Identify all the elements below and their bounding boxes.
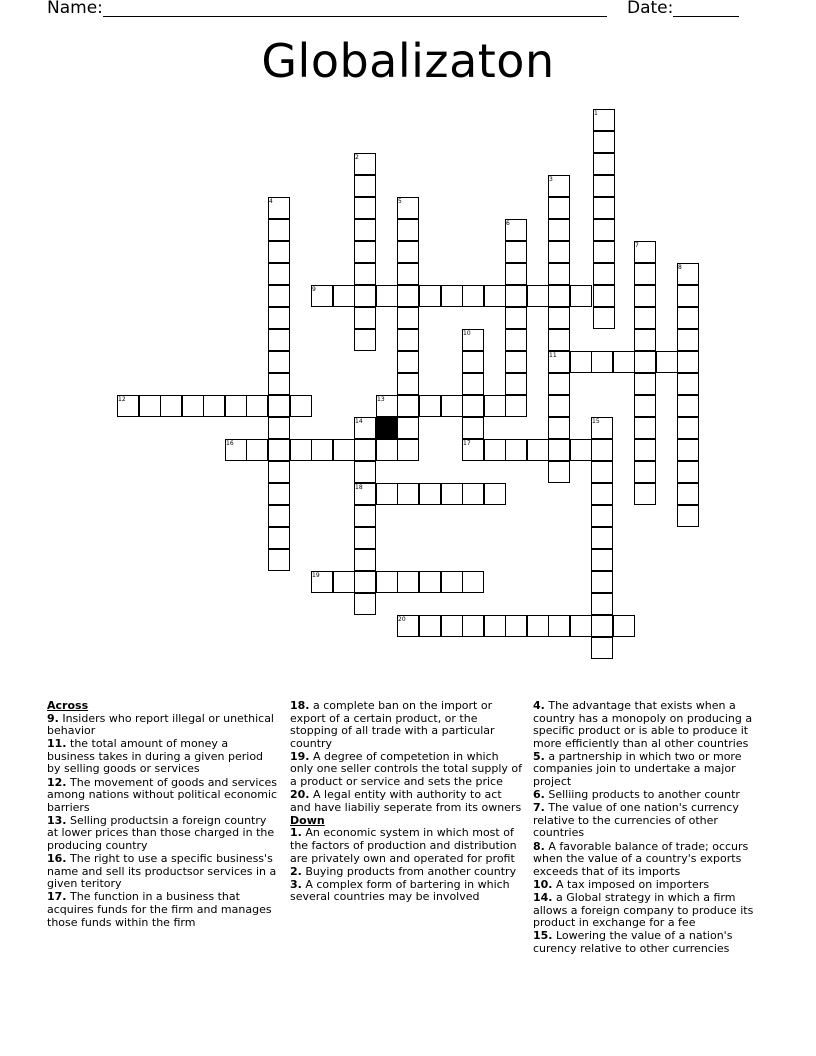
grid-cell[interactable] [593, 307, 615, 329]
clue-number-14: 14 [355, 418, 363, 425]
clue-number-4: 4 [269, 198, 273, 205]
clue-number-2: 2 [355, 154, 359, 161]
grid-cell[interactable] [397, 219, 419, 241]
clue-across-17: 17. The function in a business that acquires funds for the firm and manages those funds within the firm [47, 890, 272, 929]
grid-cell[interactable] [591, 483, 613, 505]
grid-cell[interactable] [333, 439, 355, 461]
grid-cell[interactable] [354, 549, 376, 571]
grid-cell[interactable] [268, 395, 290, 417]
grid-cell[interactable] [333, 285, 355, 307]
grid-cell[interactable] [634, 329, 656, 351]
clue-across-11: 11. the total amount of money a business takes in during a given period by selling goods or services [47, 737, 264, 776]
grid-cell[interactable] [677, 461, 699, 483]
clue-number-6: 6 [506, 220, 510, 227]
grid-cell[interactable] [268, 417, 290, 439]
grid-cell[interactable] [462, 285, 484, 307]
grid-cell-black [376, 417, 398, 439]
grid-cell[interactable] [593, 241, 615, 263]
grid-cell[interactable] [593, 197, 615, 219]
grid-cell[interactable] [441, 571, 463, 593]
grid-cell[interactable] [527, 285, 549, 307]
grid-cell[interactable] [182, 395, 204, 417]
clues-column-1 [47, 700, 279, 930]
grid-cell[interactable] [591, 637, 613, 659]
grid-cell[interactable] [591, 571, 613, 593]
grid-cell[interactable] [548, 373, 570, 395]
grid-cell[interactable] [591, 461, 613, 483]
grid-cell[interactable] [268, 329, 290, 351]
grid-cell[interactable] [290, 439, 312, 461]
grid-cell[interactable] [462, 615, 484, 637]
clue-number-20: 20 [398, 616, 406, 623]
grid-cell[interactable] [593, 219, 615, 241]
clue-number-19: 19 [312, 572, 320, 579]
grid-cell[interactable] [419, 571, 441, 593]
grid-cell[interactable] [505, 285, 527, 307]
clue-number-5: 5 [398, 198, 402, 205]
grid-cell[interactable] [548, 263, 570, 285]
grid-cell[interactable] [354, 571, 376, 593]
grid-cell[interactable] [677, 373, 699, 395]
grid-cell[interactable] [677, 395, 699, 417]
grid-cell[interactable] [354, 285, 376, 307]
clue-number-18: 18 [355, 484, 363, 491]
clue-down-10: 10. A tax imposed on importers [533, 877, 710, 891]
grid-cell[interactable] [268, 285, 290, 307]
grid-cell[interactable] [591, 593, 613, 615]
grid-cell[interactable] [548, 219, 570, 241]
clue-across-19: 19. A degree of competetion in which only one seller controls the total supply of a product or service and sets the price [290, 749, 523, 789]
grid-cell[interactable] [527, 615, 549, 637]
grid-cell[interactable] [613, 351, 635, 373]
grid-cell[interactable] [591, 505, 613, 527]
grid-cell[interactable] [484, 285, 506, 307]
grid-cell[interactable] [354, 329, 376, 351]
clue-down-14: 14. a Global strategy in which a firm allows a foreign company to produce its product in exchange for a fee [533, 890, 754, 930]
puzzle-title: Globalizaton [261, 34, 555, 88]
grid-cell[interactable] [591, 351, 613, 373]
grid-cell[interactable] [268, 219, 290, 241]
grid-cell[interactable] [527, 439, 549, 461]
grid-cell[interactable] [484, 395, 506, 417]
date-label: Date: [627, 0, 674, 18]
grid-cell[interactable] [354, 505, 376, 527]
grid-cell[interactable] [505, 307, 527, 329]
clue-number-13: 13 [377, 396, 385, 403]
grid-cell[interactable] [354, 593, 376, 615]
down-heading: Down [290, 813, 325, 827]
grid-cell[interactable] [570, 285, 592, 307]
clue-number-16: 16 [226, 440, 234, 447]
grid-cell[interactable] [634, 395, 656, 417]
grid-cell[interactable] [268, 307, 290, 329]
grid-cell[interactable] [419, 285, 441, 307]
grid-cell[interactable] [677, 417, 699, 439]
clue-number-11: 11 [549, 352, 557, 359]
clue-down-3: 3. A complex form of bartering in which several countries may be involved [290, 877, 510, 904]
grid-cell[interactable] [441, 483, 463, 505]
grid-cell[interactable] [397, 329, 419, 351]
grid-cell[interactable] [268, 439, 290, 461]
grid-cell[interactable] [593, 263, 615, 285]
grid-cell[interactable] [376, 439, 398, 461]
grid-cell[interactable] [376, 483, 398, 505]
grid-cell[interactable] [419, 483, 441, 505]
grid-cell[interactable] [548, 307, 570, 329]
grid-cell[interactable] [548, 461, 570, 483]
name-label: Name: [47, 0, 103, 18]
grid-cell[interactable] [570, 615, 592, 637]
grid-cell[interactable] [570, 439, 592, 461]
grid-cell[interactable] [354, 527, 376, 549]
clue-number-7: 7 [635, 242, 639, 249]
grid-cell[interactable] [634, 483, 656, 505]
clue-number-3: 3 [549, 176, 553, 183]
grid-cell[interactable] [634, 439, 656, 461]
grid-cell[interactable] [505, 373, 527, 395]
grid-cell[interactable] [268, 483, 290, 505]
grid-cell[interactable] [591, 527, 613, 549]
grid-cell[interactable] [354, 197, 376, 219]
clue-across-20: 20. A legal entity with authority to act and have liabiliy seperate from its owners [290, 788, 522, 814]
clues-column-3 [533, 700, 765, 956]
grid-cell[interactable] [656, 351, 678, 373]
grid-cell[interactable] [505, 329, 527, 351]
grid-cell[interactable] [593, 175, 615, 197]
clue-down-6: 6. Selliing products to another countr [533, 788, 740, 802]
grid-cell[interactable] [634, 307, 656, 329]
grid-cell[interactable] [268, 549, 290, 571]
grid-cell[interactable] [505, 439, 527, 461]
grid-cell[interactable] [634, 263, 656, 285]
grid-cell[interactable] [591, 439, 613, 461]
grid-cell[interactable] [354, 241, 376, 263]
grid-cell[interactable] [505, 351, 527, 373]
grid-cell[interactable] [268, 373, 290, 395]
grid-cell[interactable] [397, 285, 419, 307]
grid-cell[interactable] [505, 395, 527, 417]
grid-cell[interactable] [397, 307, 419, 329]
grid-cell[interactable] [593, 285, 615, 307]
grid-cell[interactable] [634, 461, 656, 483]
grid-cell[interactable] [613, 615, 635, 637]
clue-across-12: 12. The movement of goods and services among nations without political economic barriers [47, 775, 278, 814]
clue-down-2: 2. Buying products from another country [290, 864, 517, 878]
clue-down-1: 1. An economic system in which most of the factors of production and distribution are privately own and operated for profit [290, 826, 517, 865]
clue-across-9: 9. Insiders who report illegal or unethical behavior [47, 711, 274, 738]
grid-cell[interactable] [268, 461, 290, 483]
grid-cell[interactable] [397, 351, 419, 373]
grid-cell[interactable] [354, 307, 376, 329]
grid-cell[interactable] [354, 439, 376, 461]
clue-down-5: 5. a partnership in which two or more companies join to undertake a major project [533, 749, 742, 789]
grid-cell[interactable] [462, 351, 484, 373]
grid-cell[interactable] [268, 505, 290, 527]
grid-cell[interactable] [591, 615, 613, 637]
clue-number-8: 8 [678, 264, 682, 271]
grid-cell[interactable] [634, 417, 656, 439]
clues-column-2 [290, 700, 522, 905]
grid-cell[interactable] [548, 241, 570, 263]
grid-cell[interactable] [677, 307, 699, 329]
grid-cell[interactable] [246, 395, 268, 417]
grid-cell[interactable] [419, 615, 441, 637]
grid-cell[interactable] [397, 373, 419, 395]
grid-cell[interactable] [354, 461, 376, 483]
grid-cell[interactable] [677, 439, 699, 461]
grid-cell[interactable] [462, 483, 484, 505]
grid-cell[interactable] [462, 417, 484, 439]
grid-cell[interactable] [160, 395, 182, 417]
grid-cell[interactable] [354, 175, 376, 197]
grid-cell[interactable] [677, 505, 699, 527]
grid-cell[interactable] [593, 131, 615, 153]
grid-cell[interactable] [548, 197, 570, 219]
grid-cell[interactable] [203, 395, 225, 417]
clue-number-12: 12 [118, 396, 126, 403]
grid-cell[interactable] [268, 241, 290, 263]
grid-cell[interactable] [462, 395, 484, 417]
grid-cell[interactable] [634, 351, 656, 373]
clue-down-4: 4. The advantage that exists when a country has a monopoly on producing a specific product or is able to produce it more efficiently than al other countries [533, 699, 753, 750]
grid-cell[interactable] [677, 351, 699, 373]
grid-cell[interactable] [376, 571, 398, 593]
clue-number-17: 17 [463, 440, 471, 447]
grid-cell[interactable] [548, 417, 570, 439]
clue-down-8: 8. A favorable balance of trade; occurs when the value of a country's exports exceeds that of its imports [533, 839, 749, 878]
grid-cell[interactable] [441, 395, 463, 417]
grid-cell[interactable] [441, 285, 463, 307]
grid-cell[interactable] [548, 439, 570, 461]
grid-cell[interactable] [505, 615, 527, 637]
grid-cell[interactable] [677, 483, 699, 505]
grid-cell[interactable] [397, 417, 419, 439]
grid-cell[interactable] [397, 483, 419, 505]
clue-number-10: 10 [463, 330, 471, 337]
grid-cell[interactable] [419, 395, 441, 417]
grid-cell[interactable] [354, 263, 376, 285]
grid-cell[interactable] [376, 285, 398, 307]
grid-cell[interactable] [246, 439, 268, 461]
grid-cell[interactable] [225, 395, 247, 417]
grid-cell[interactable] [462, 373, 484, 395]
grid-cell[interactable] [462, 571, 484, 593]
grid-cell[interactable] [548, 615, 570, 637]
grid-cell[interactable] [354, 219, 376, 241]
grid-cell[interactable] [634, 373, 656, 395]
grid-cell[interactable] [484, 439, 506, 461]
grid-cell[interactable] [139, 395, 161, 417]
grid-cell[interactable] [290, 395, 312, 417]
grid-cell[interactable] [311, 439, 333, 461]
grid-cell[interactable] [397, 439, 419, 461]
clue-down-7: 7. The value of one nation's currency relative to the currencies of other countries [533, 801, 739, 840]
grid-cell[interactable] [634, 285, 656, 307]
grid-cell[interactable] [677, 285, 699, 307]
grid-cell[interactable] [484, 483, 506, 505]
grid-cell[interactable] [484, 615, 506, 637]
grid-cell[interactable] [397, 395, 419, 417]
clue-across-16: 16. The right to use a specific business's name and sell its productsor services in a given teritory [47, 852, 277, 891]
clue-across-13: 13. Selling productsin a foreign country at lower prices than those charged in the producing country [47, 813, 275, 853]
grid-cell[interactable] [505, 241, 527, 263]
grid-cell[interactable] [548, 395, 570, 417]
grid-cell[interactable] [333, 571, 355, 593]
grid-cell[interactable] [591, 549, 613, 571]
across-heading: Across [47, 699, 89, 712]
grid-cell[interactable] [548, 285, 570, 307]
clue-across-18: 18. a complete ban on the import or export of a certain product, or the stopping of all trade with a particular country [290, 699, 495, 750]
grid-cell[interactable] [268, 527, 290, 549]
grid-cell[interactable] [268, 263, 290, 285]
grid-cell[interactable] [570, 351, 592, 373]
grid-cell[interactable] [677, 329, 699, 351]
grid-cell[interactable] [397, 571, 419, 593]
grid-cell[interactable] [397, 263, 419, 285]
clue-number-15: 15 [592, 418, 600, 425]
clue-number-9: 9 [312, 286, 316, 293]
grid-cell[interactable] [548, 329, 570, 351]
clue-down-15: 15. Lowering the value of a nation's curency relative to other currencies [533, 929, 733, 955]
grid-cell[interactable] [441, 615, 463, 637]
clue-number-1: 1 [594, 110, 598, 117]
grid-cell[interactable] [593, 153, 615, 175]
grid-cell[interactable] [505, 263, 527, 285]
grid-cell[interactable] [397, 241, 419, 263]
grid-cell[interactable] [268, 351, 290, 373]
